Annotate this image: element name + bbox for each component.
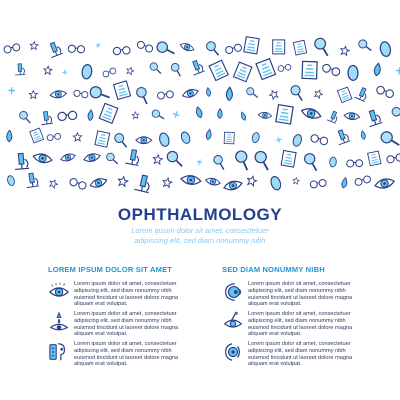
lens-icon [180, 131, 192, 145]
magnifier-icon [114, 133, 128, 147]
left-item-2-text: Lorem ipsum dolor sit amet, consectetuer adipiscing elit, sed diam nonummy nibh euismod tincidunt ut laoreet dolore magna aliquam erat volutpat. [74, 311, 179, 338]
drop-icon [360, 130, 366, 139]
glasses-icon [376, 85, 395, 98]
microscope-icon [189, 59, 205, 75]
magnifier-icon [19, 111, 31, 123]
eye-icon [60, 152, 76, 162]
subtitle-line-1: Lorem ipsum dolor sit amet, consectetuer [131, 226, 269, 235]
magnifier-icon [212, 155, 227, 170]
eye-icon [300, 106, 322, 120]
magnifier-icon [151, 109, 164, 122]
magnifier-icon [167, 151, 182, 166]
magnifier-icon [156, 39, 175, 58]
plus-icon [275, 136, 282, 143]
drop-icon [88, 110, 94, 121]
eye-icon [179, 42, 195, 53]
eye-icon [182, 88, 200, 100]
eye-chart-icon [293, 40, 306, 55]
magnifier-icon [302, 153, 320, 171]
right-item-3-text: Lorem ipsum dolor sit amet, consectetuer adipiscing elit, sed diam nonummy nibh euismod tincidunt ut laoreet dolore magna aliquam erat volutpat. [248, 341, 353, 368]
glasses-icon [68, 45, 85, 53]
eye-icon [32, 152, 52, 164]
magnifier-icon [134, 86, 152, 104]
eye-chart-icon [209, 60, 228, 80]
star-icon [30, 41, 38, 49]
glasses-icon [225, 44, 242, 55]
star-icon [48, 178, 58, 188]
lens-icon [292, 134, 303, 148]
eye-icon [50, 90, 67, 99]
glasses-icon [47, 133, 61, 141]
microscope-icon [365, 109, 382, 127]
eye-surgery-icon [222, 311, 244, 333]
eye-icon-pattern [0, 36, 400, 196]
glasses-icon [386, 153, 400, 163]
glasses-icon [102, 67, 117, 78]
glasses-icon [3, 43, 20, 53]
drop-icon [206, 87, 211, 96]
glasses-icon [310, 179, 327, 188]
magnifier-icon [88, 83, 109, 104]
star-icon [117, 176, 128, 187]
magnifier-icon [380, 130, 399, 149]
magnifier-icon [391, 105, 400, 121]
page-title: OPHTHALMOLOGY [117, 205, 283, 224]
eye-icon [181, 174, 202, 185]
star-icon [313, 89, 323, 99]
plus-icon [172, 111, 180, 119]
microscope-icon [14, 153, 29, 170]
eye-icon [48, 281, 70, 303]
glasses-icon [58, 111, 77, 121]
eye-icon [374, 177, 395, 190]
lens-icon [6, 175, 15, 186]
plus-icon [8, 87, 15, 94]
eye-icon [223, 179, 243, 191]
microscope-icon [355, 86, 370, 101]
left-item-3-text: Lorem ipsum dolor sit amet, consectetuer adipiscing elit, sed diam nonummy nibh euismod tincidunt ut laoreet dolore magna aliquam erat volutpat. [74, 341, 179, 368]
lens-icon [348, 65, 358, 80]
contact-lens-icon [222, 341, 244, 363]
star-icon [73, 133, 82, 142]
right-column-heading: SED DIAM NONUMMY NIBH [222, 265, 325, 274]
lens-icon [329, 157, 336, 167]
glasses-icon [69, 178, 87, 191]
microscope-icon [25, 173, 39, 188]
microscope-icon [15, 64, 26, 75]
eye-chart-icon [337, 87, 351, 102]
eye-chart-icon [244, 37, 259, 54]
eye-chart-icon [281, 150, 296, 167]
glasses-icon [113, 46, 130, 55]
subtitle [0, 226, 400, 246]
magnifier-icon [289, 85, 305, 101]
drop-icon [373, 63, 381, 76]
lens-icon [81, 64, 92, 79]
lens-icon [379, 41, 392, 57]
drop-icon [217, 108, 222, 118]
plus-icon [196, 159, 203, 166]
plus-icon [396, 67, 400, 75]
eye-chart-icon [224, 132, 234, 144]
plus-icon [62, 69, 68, 75]
glasses-icon [354, 175, 371, 186]
lens-icon [251, 132, 260, 143]
drop-icon [195, 106, 203, 118]
eye-icon [258, 112, 272, 119]
eye-chart-icon [95, 131, 110, 147]
magnifier-icon [150, 63, 161, 74]
eye-icon [205, 177, 221, 187]
subtitle-line-2: adipiscing elit, sed diam nonummy nibh [134, 236, 266, 245]
star-icon [268, 89, 279, 100]
eye-icon [83, 152, 101, 163]
microscope-icon [46, 41, 62, 58]
microscope-icon [327, 110, 340, 123]
glasses-icon [73, 90, 88, 98]
eye-chart-icon [234, 62, 252, 82]
left-item-1-text: Lorem ipsum dolor sit amet, consectetuer adipiscing elit, sed diam nonummy nibh euismod tincidunt ut laoreet dolore magna aliquam erat volutpat. [74, 281, 179, 308]
magnifier-icon [206, 41, 220, 55]
microscope-icon [134, 174, 152, 193]
glasses-icon [322, 63, 341, 76]
lens-icon [269, 175, 282, 191]
microscope-icon [334, 128, 350, 144]
glasses-icon [157, 90, 174, 99]
star-icon [29, 91, 37, 99]
glasses-icon [347, 160, 363, 168]
eye-icon [136, 137, 152, 144]
plus-icon [95, 42, 102, 49]
glasses-icon [278, 64, 292, 72]
eye-icon [89, 176, 108, 189]
magnifier-icon [170, 63, 184, 77]
right-item-1-text: Lorem ipsum dolor sit amet, consectetuer adipiscing elit, sed diam nonummy nibh euismod tincidunt ut laoreet dolore magna aliquam erat volutpat. [248, 281, 353, 308]
eye-chart-icon [273, 40, 285, 54]
magnifier-icon [358, 39, 371, 52]
drop-icon [205, 129, 212, 140]
star-icon [340, 45, 350, 55]
star-icon [292, 177, 299, 184]
eye-chart-icon [368, 151, 381, 166]
star-icon [126, 66, 135, 75]
eye-chart-icon [99, 103, 117, 123]
microscope-icon [125, 149, 141, 166]
star-icon [153, 154, 163, 164]
star-icon [246, 175, 257, 186]
drop-icon [226, 87, 233, 101]
eye-chart-icon [256, 59, 275, 80]
magnifier-icon [107, 153, 118, 164]
magnifier-icon [232, 149, 253, 170]
eye-side-view-icon [222, 281, 244, 303]
drop-icon [240, 111, 247, 121]
eye-chart-icon [276, 105, 293, 124]
eye-chart-icon [114, 81, 131, 99]
glasses-icon [310, 134, 328, 146]
eye-chart-icon [302, 61, 317, 78]
pattern-canvas [0, 36, 400, 196]
glasses-icon [136, 40, 153, 53]
eye-exam-icon [48, 341, 70, 363]
lens-icon [158, 132, 170, 147]
star-icon [44, 66, 53, 75]
eye-icon [344, 112, 360, 121]
magnifier-icon [313, 37, 332, 56]
magnifier-icon [246, 87, 257, 98]
drop-icon [7, 130, 13, 142]
eye-drop-icon [48, 311, 70, 333]
eye-chart-icon [30, 128, 44, 143]
left-column-heading: LOREM IPSUM DOLOR SIT AMET [48, 265, 173, 274]
magnifier-icon [252, 150, 272, 170]
drop-icon [341, 177, 348, 188]
microscope-icon [40, 111, 53, 125]
star-icon [162, 177, 173, 188]
star-icon [132, 112, 139, 119]
right-item-2-text: Lorem ipsum dolor sit amet, consectetuer adipiscing elit, sed diam nonummy nibh euismod tincidunt ut laoreet dolore magna aliquam erat volutpat. [248, 311, 353, 338]
